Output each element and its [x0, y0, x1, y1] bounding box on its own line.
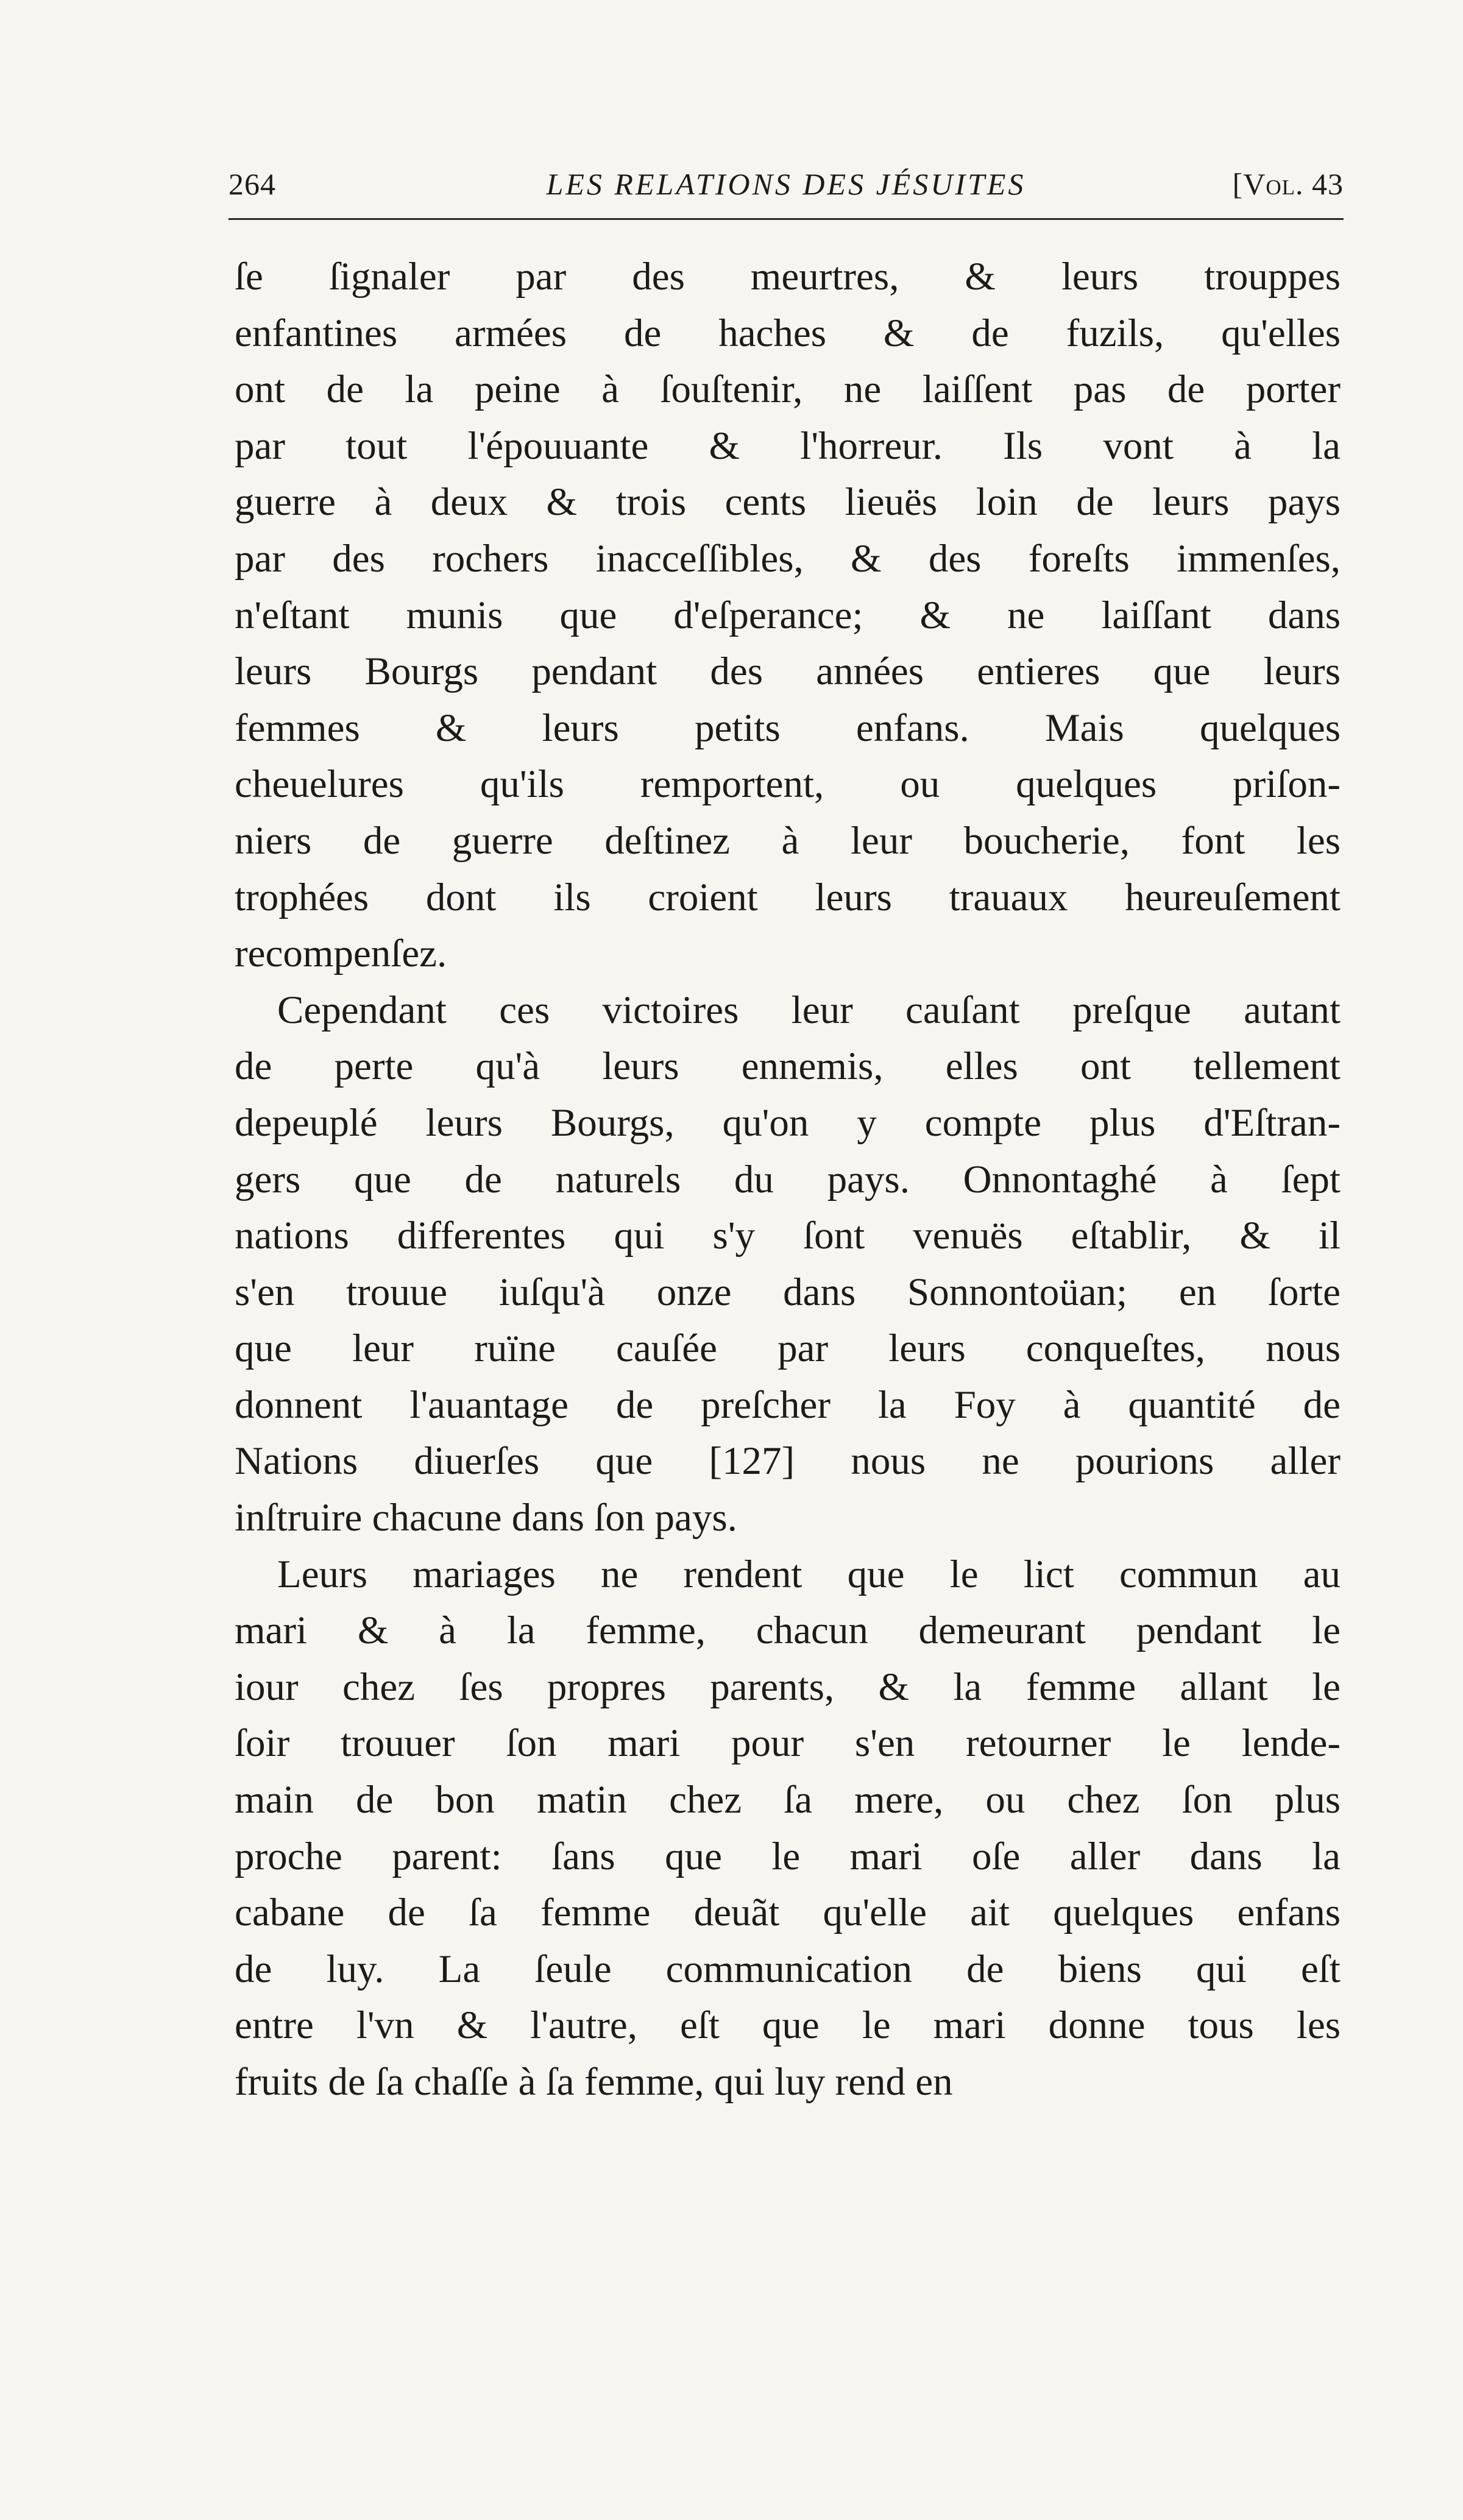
volume-label: [Vol. 43 — [1232, 167, 1344, 201]
text-line: donnent l'auantage de preſcher la Foy à quantité de — [235, 1382, 1341, 1427]
running-head — [228, 160, 1344, 208]
text-line: n'eſtant munis que d'eſperance; & ne laiſſant dans — [235, 593, 1341, 637]
text-line: trophées dont ils croient leurs trauaux heureuſement — [235, 875, 1341, 919]
text-line: Nations diuerſes que [127] nous ne pourions aller — [235, 1439, 1341, 1484]
text-line: s'en trouue iuſqu'à onze dans Sonnontoüan; en ſorte — [235, 1270, 1341, 1314]
text-line: inſtruire chacune dans ſon pays. — [235, 1496, 737, 1540]
text-line: gers que de naturels du pays. Onnontaghé à ſept — [235, 1157, 1341, 1202]
paragraph — [235, 982, 1341, 1546]
text-line: iour chez ſes propres parents, & la femme allant le — [235, 1665, 1341, 1709]
text-line: leurs Bourgs pendant des années entieres que leurs — [235, 649, 1341, 694]
paragraph — [235, 249, 1341, 982]
header-rule — [228, 218, 1344, 220]
text-line: cabane de ſa femme deuãt qu'elle ait quelques enfans — [235, 1891, 1341, 1935]
text-line: Leurs mariages ne rendent que le lict commun au — [277, 1552, 1341, 1596]
text-line: guerre à deux & trois cents lieuës loin de leurs pays — [235, 480, 1341, 525]
text-line: ont de la peine à ſouſtenir, ne laiſſent pas de porter — [235, 367, 1341, 412]
text-line: mari & à la femme, chacun demeurant pendant le — [235, 1609, 1341, 1653]
text-line: ſe ſignaler par des meurtres, & leurs trouppes — [235, 255, 1341, 299]
text-line: de luy. La ſeule communication de biens qui eſt — [235, 1947, 1341, 1991]
text-line: par tout l'épouuante & l'horreur. Ils vont à la — [235, 423, 1341, 468]
text-line: enfantines armées de haches & de fuzils, qu'elles — [235, 311, 1341, 355]
text-line: de perte qu'à leurs ennemis, elles ont tellement — [235, 1044, 1341, 1089]
text-line: que leur ruïne cauſée par leurs conqueſtes, nous — [235, 1326, 1341, 1371]
text-line: Cependant ces victoires leur cauſant preſque autant — [277, 988, 1341, 1032]
text-line: femmes & leurs petits enfans. Mais quelques — [235, 706, 1341, 750]
body-text — [235, 249, 1341, 2111]
text-line: entre l'vn & l'autre, eſt que le mari donne tous les — [235, 2003, 1341, 2048]
text-line: main de bon matin chez ſa mere, ou chez ſon plus — [235, 1778, 1341, 1822]
text-line: proche parent: ſans que le mari oſe aller dans la — [235, 1834, 1341, 1878]
text-line: fruits de ſa chaſſe à ſa femme, qui luy rend en — [235, 2060, 953, 2104]
paragraph — [235, 1546, 1341, 2111]
text-line: recompenſez. — [235, 932, 447, 976]
page-number: 264 — [228, 167, 276, 201]
text-line: ſoir trouuer ſon mari pour s'en retourner le lende- — [235, 1721, 1341, 1766]
text-line: niers de guerre deſtinez à leur boucherie, font les — [235, 818, 1341, 863]
text-line: nations differentes qui s'y ſont venuës eſtablir, & il — [235, 1214, 1341, 1258]
text-line: cheuelures qu'ils remportent, ou quelques priſon- — [235, 762, 1341, 807]
text-line: par des rochers inacceſſibles, & des foreſts immenſes, — [235, 536, 1341, 581]
running-title: LES RELATIONS DES JÉSUITES — [546, 167, 1026, 201]
text-line: depeuplé leurs Bourgs, qu'on y compte plus d'Eſtran- — [235, 1100, 1341, 1145]
